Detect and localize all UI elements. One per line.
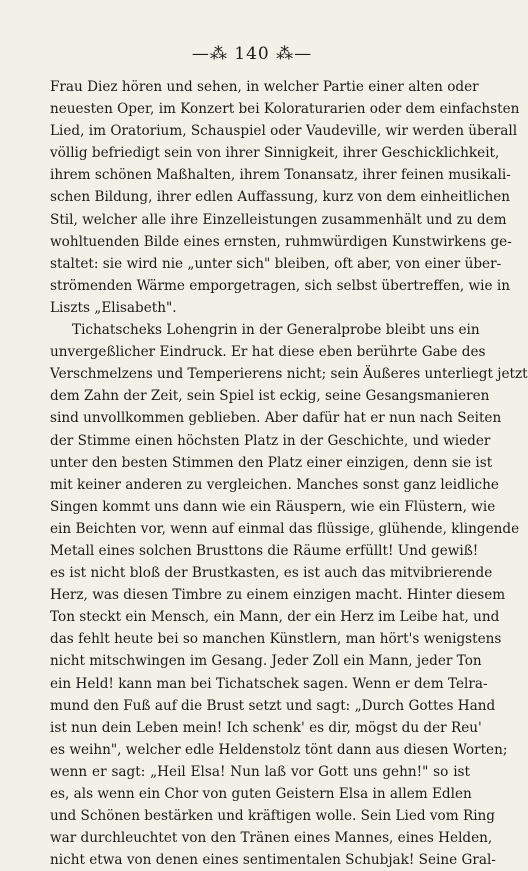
text-line: mund den Fuß auf die Brust setzt und sagt: „Durch Gottes Hand bbox=[50, 697, 496, 714]
text-line: es, als wenn ein Chor von guten Geistern Elsa in allem Edlen bbox=[50, 786, 472, 802]
text-line: der Stimme einen höchsten Platz in der Geschichte, und wieder bbox=[50, 432, 491, 449]
text-line: mit keiner anderen zu vergleichen. Manches sonst ganz leidliche bbox=[50, 476, 499, 493]
text-line: Stil, welcher alle ihre Einzelleistungen zusammenhält und zu dem bbox=[50, 211, 507, 228]
text-line: war durchleuchtet von den Tränen eines Mannes, eines Helden, bbox=[50, 830, 493, 847]
text-line: Metall eines solchen Brusttons die Räume erfüllt! Und gewiß! bbox=[50, 542, 479, 559]
text-line: Ton steckt ein Mensch, ein Mann, der ein Herz im Leibe hat, und bbox=[50, 609, 500, 626]
text-line: ein Beichten vor, wenn auf einmal das flüssige, glühende, klingende bbox=[50, 520, 520, 537]
text-line: Liszts „Elisabeth". bbox=[50, 299, 177, 316]
text-line: Singen kommt uns dann wie ein Räuspern, wie ein Flüstern, wie bbox=[50, 498, 496, 515]
text-line: Verschmelzens und Temperierens nicht; sein Äußeres unterliegt jetzt bbox=[50, 366, 528, 383]
text-line: Frau Diez hören und sehen, in welcher Partie einer alten oder bbox=[50, 79, 479, 95]
body-text bbox=[50, 76, 528, 871]
text-line: unvergeßlicher Eindruck. Er hat diese eben berührte Gabe des bbox=[50, 344, 486, 361]
text-line: strömenden Wärme emporgetragen, sich selbst übertreffen, wie in bbox=[50, 277, 510, 294]
text-line: ein Held! kann man bei Tichatschek sagen. Wenn er dem Telra- bbox=[50, 675, 488, 692]
text-line: völlig befriedigt sein von ihrer Sinnigkeit, ihrer Geschicklichkeit, bbox=[50, 145, 500, 162]
text-line: staltet: sie wird nie „unter sich" bleiben, oft aber, von einer über- bbox=[50, 255, 502, 272]
text-line: Herz, was diesen Timbre zu einem einzigen macht. Hinter diesem bbox=[50, 587, 506, 604]
text-line: und Schönen bestärken und kräftigen wolle. Sein Lied vom Ring bbox=[50, 808, 495, 825]
text-line: nicht mitschwingen im Gesang. Jeder Zoll ein Mann, jeder Ton bbox=[50, 653, 482, 670]
text-line: unter den besten Stimmen den Platz einer einzigen, denn sie ist bbox=[50, 454, 493, 471]
text-line: schen Bildung, ihrer edlen Auffassung, kurz von dem einheitlichen bbox=[50, 189, 511, 206]
text-line: neuesten Oper, im Konzert bei Koloraturarien oder dem einfachsten bbox=[50, 101, 520, 118]
text-line: es weihn", welcher edle Heldenstolz tönt dann aus diesen Worten; bbox=[50, 741, 508, 758]
text-line: dem Zahn der Zeit, sein Spiel ist eckig, seine Gesangsmanieren bbox=[50, 388, 490, 405]
text-line: ihrem schönen Maßhalten, ihrem Tonansatz, ihrer feinen musikali- bbox=[50, 167, 511, 184]
text-line: nicht etwa von denen eines sentimentalen Schubjak! Seine Gral- bbox=[50, 852, 496, 869]
text-line: wenn er sagt: „Heil Elsa! Nun laß vor Gott uns gehn!" so ist bbox=[50, 763, 470, 780]
text-line: Lied, im Oratorium, Schauspiel oder Vaudeville, wir werden überall bbox=[50, 123, 518, 140]
text-line: Tichatscheks Lohengrin in der Generalprobe bleibt uns ein bbox=[72, 322, 480, 339]
page-number: —⁂ 140 ⁂— bbox=[191, 44, 313, 64]
text-line: das fehlt heute bei so manchen Künstlern, man hört's wenigstens bbox=[50, 631, 502, 648]
text-line: ist nun dein Leben mein! Ich schenk' es dir, mögst du der Reu' bbox=[50, 719, 482, 736]
text-line: wohltuenden Bilde eines ernsten, ruhmwürdigen Kunstwirkens ge- bbox=[50, 233, 512, 250]
text-line: sind unvollkommen geblieben. Aber dafür hat er nun nach Seiten bbox=[50, 410, 502, 427]
text-line: es ist nicht bloß der Brustkasten, es ist auch das mitvibrierende bbox=[50, 565, 493, 582]
